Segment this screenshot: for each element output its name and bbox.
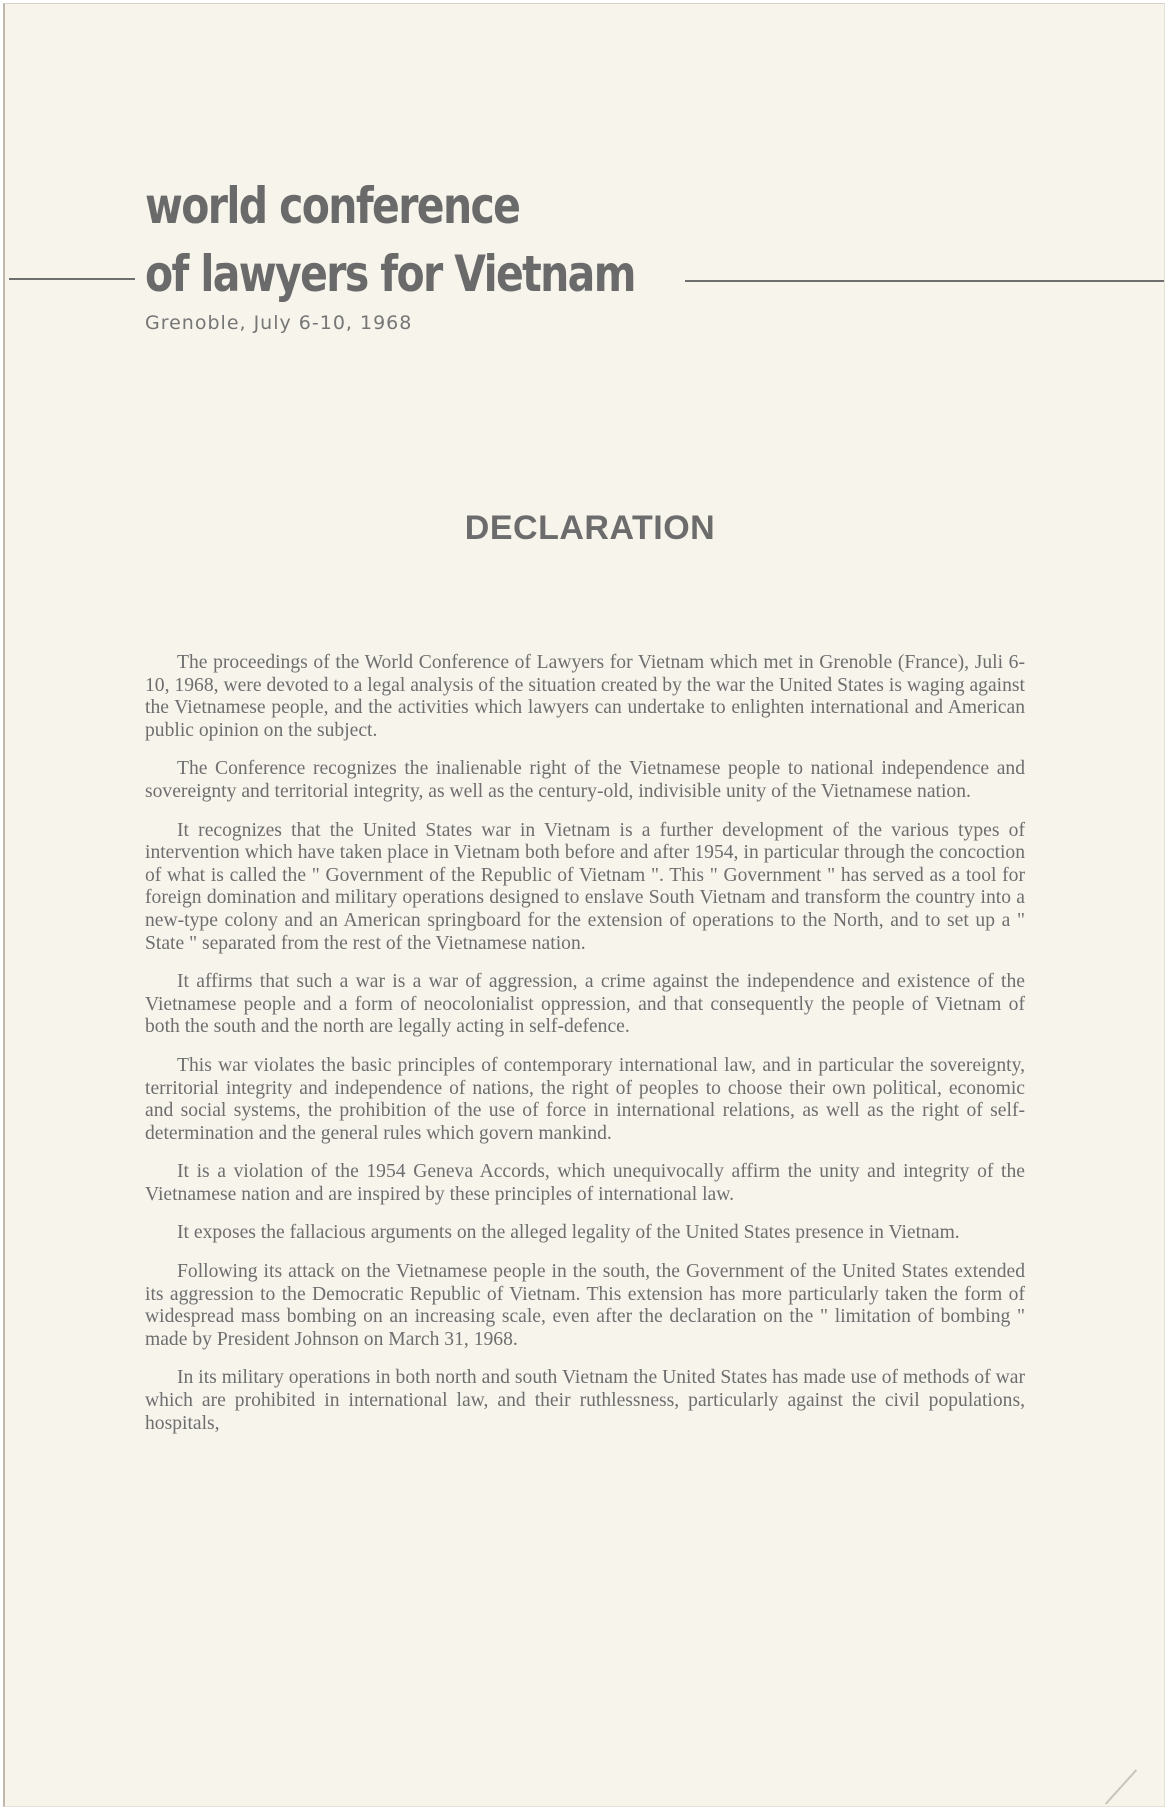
document-page <box>3 3 1165 1807</box>
masthead-line-1: world conference <box>145 177 520 235</box>
paragraph: It exposes the fallacious arguments on the alleged legality of the United States presence in Vietnam. <box>177 1222 960 1244</box>
paragraph: In its military operations in both north and south Vietnam the United States has made use of methods of war which are prohibited in international law, and their ruthlessness, particularly against the civil populations, hospitals, <box>145 1367 1025 1434</box>
masthead-line-2: of lawyers for Vietnam <box>145 245 635 303</box>
paragraph: It recognizes that the United States war in Vietnam is a further development of the various types of intervention which have taken place in Vietnam both before and after 1954, in particular through the concoction of what is called the " Government of the Republic of Vietnam ". This " Government " has served as a tool for foreign domination and military operations designed to enslave South Vietnam and transform the country into a new-type colony and an American springboard for the extension of operations to the North, and to set up a " State " separated from the rest of the Vietnamese nation. <box>145 819 1025 954</box>
masthead-rule-left <box>9 278 135 280</box>
paragraph: It is a violation of the 1954 Geneva Accords, which unequivocally affirm the unity and integrity of the Vietnamese nation and are inspired by these principles of international law. <box>145 1161 1025 1205</box>
masthead-rule-right <box>685 280 1165 282</box>
conference-date-location: Grenoble, July 6-10, 1968 <box>145 312 413 334</box>
declaration-body <box>145 652 1025 1451</box>
paragraph: This war violates the basic principles of contemporary international law, and in particular the sovereignty, territorial integrity and independence of nations, the right of peoples to choose their own political, economic and social systems, the prohibition of the use of force in international relations, as well as the right of self-determination and the general rules which govern mankind. <box>145 1054 1025 1144</box>
page-crease-mark <box>1105 1769 1137 1805</box>
paragraph: The Conference recognizes the inalienable right of the Vietnamese people to national independence and sovereignty and territorial integrity, as well as the century-old, indivisible unity of the Vietnamese nation. <box>145 758 1025 802</box>
paragraph: Following its attack on the Vietnamese people in the south, the Government of the United States extended its aggression to the Democratic Republic of Vietnam. This extension has more particularly taken the form of widespread mass bombing on an increasing scale, even after the declaration on the " limitation of bombing " made by President Johnson on March 31, 1968. <box>145 1261 1025 1350</box>
paragraph: It affirms that such a war is a war of aggression, a crime against the independence and existence of the Vietnamese people and a form of neocolonialist oppression, and that consequently the people of Vietnam of both the south and the north are legally acting in self-defence. <box>145 971 1025 1038</box>
masthead <box>145 172 635 308</box>
declaration-title: DECLARATION <box>464 509 716 547</box>
paragraph: The proceedings of the World Conference of Lawyers for Vietnam which met in Grenoble (France), Juli 6-10, 1968, were devoted to a legal analysis of the situation created by the war the United States is waging against the Vietnamese people, and the activities which lawyers can undertake to enlighten international and American public opinion on the subject. <box>145 652 1025 741</box>
